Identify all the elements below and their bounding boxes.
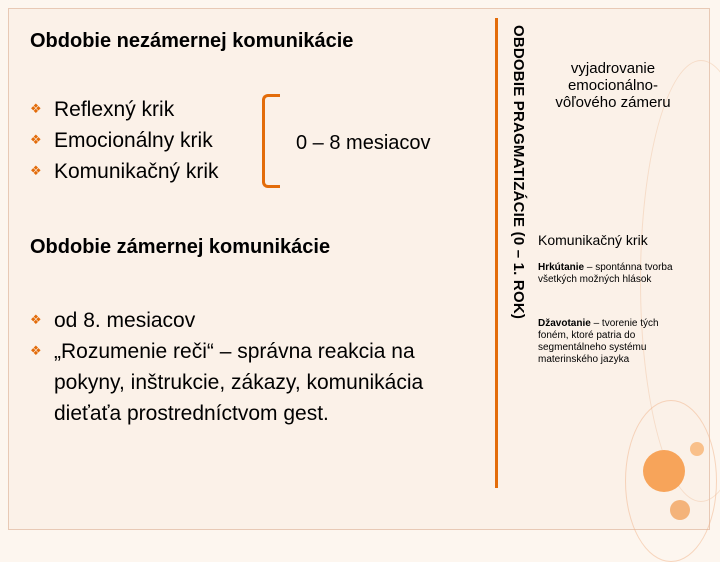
list-item: ❖ Emocionálny krik: [30, 129, 213, 152]
decorative-circle: [643, 450, 685, 492]
grouping-bracket: [262, 94, 280, 188]
term-hrkutanie: Hrkútanie – spontánna tvorba všetkých možných hlások: [538, 262, 673, 285]
decorative-circle: [670, 500, 690, 520]
diamond-bullet-icon: ❖: [30, 343, 42, 358]
section2-list: [30, 305, 470, 429]
right-heading: Komunikačný krik: [538, 232, 648, 248]
emotional-intent-callout: vyjadrovanie emocionálno-vôľového zámeru: [555, 60, 671, 111]
vertical-section-title: OBDOBIE PRAGMATIZÁCIE (0 – 1. ROK): [510, 25, 527, 320]
diamond-bullet-icon: ❖: [30, 163, 42, 178]
list-item: ❖ Komunikačný krik: [30, 160, 219, 183]
diamond-bullet-icon: ❖: [30, 312, 42, 327]
list-item: ❖ „Rozumenie reči“ – správna reakcia na pokyny, inštrukcie, zákazy, komunikácia dieťaťa prostredníctvom gest.: [30, 340, 424, 425]
term-dzavotanie: Džavotanie – tvorenie tých foném, ktoré patria do segmentálneho systému materinského jazyka: [538, 318, 659, 365]
section1-title: Obdobie nezámernej komunikácie: [30, 30, 354, 52]
list-item: ❖ od 8. mesiacov: [30, 309, 196, 332]
diamond-bullet-icon: ❖: [30, 101, 42, 116]
decorative-circle: [690, 442, 704, 456]
list-item: ❖ Reflexný krik: [30, 98, 175, 121]
diamond-bullet-icon: ❖: [30, 132, 42, 147]
section2-title: Obdobie zámernej komunikácie: [30, 236, 331, 258]
section1-list: [30, 94, 219, 187]
age-range-label: 0 – 8 mesiacov: [296, 132, 431, 154]
